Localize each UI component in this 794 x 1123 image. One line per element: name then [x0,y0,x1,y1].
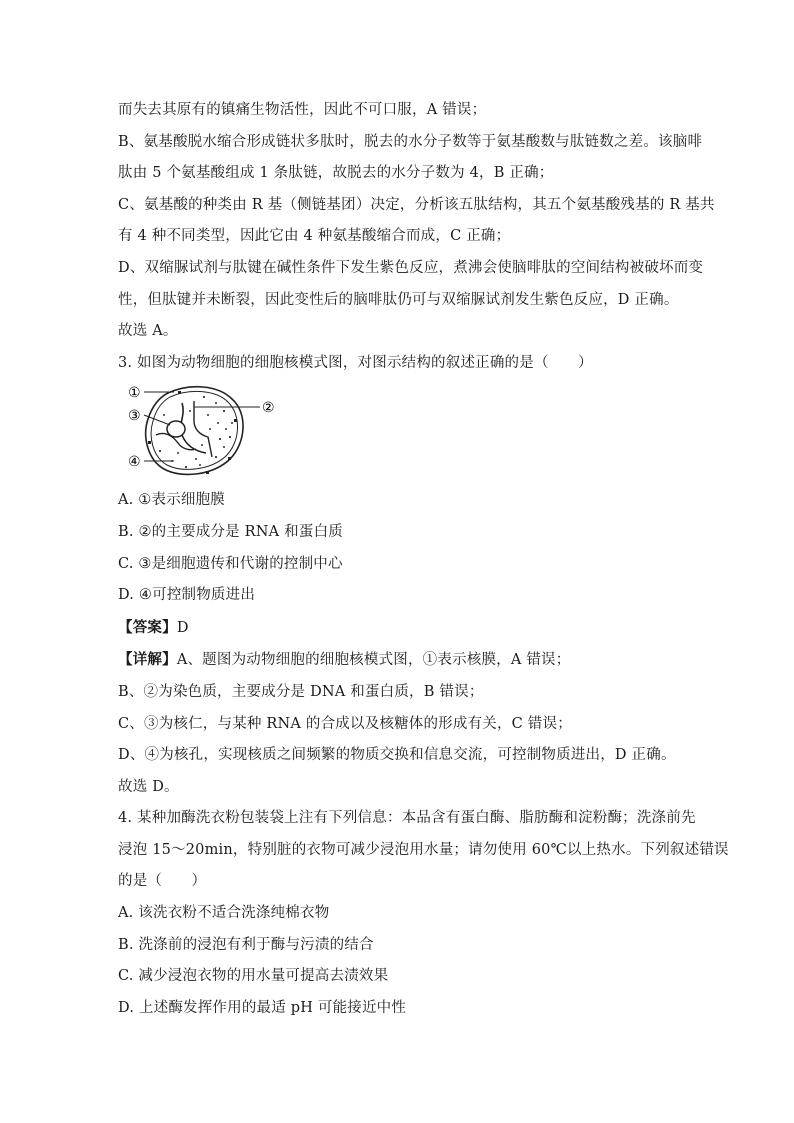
question4-stem-line2: 浸泡 15～20min，特别脏的衣物可减少浸泡用水量；请勿使用 60℃以上热水。下列叙述错误 [118,841,729,858]
explanation-conclusion: 故选 A。 [118,323,178,340]
question4-stem-line1: 4. 某种加酶洗衣粉包装袋上注有下列信息：本品含有蛋白酶、脂肪酶和淀粉酶；洗涤前先 [118,810,696,827]
question3-option-a: A. ①表示细胞膜 [118,492,225,509]
question4-stem-line3: 的是（ ） [118,873,207,890]
question3-detail-a [118,644,688,677]
question3-conclusion: 故选 D。 [118,778,179,795]
nucleolus [167,421,185,437]
question3-option-c: C. ③是细胞遗传和代谢的控制中心 [118,555,343,572]
figure-label-1: ① [128,385,141,402]
figure-label-2: ② [262,400,275,417]
explanation-c-line1: C、氨基酸的种类由 R 基（侧链基团）决定，分析该五肽结构，其五个氨基酸残基的 R 基共 [118,196,715,213]
question3-answer [118,612,688,645]
question3-detail-c: C、③为核仁，与某种 RNA 的合成以及核糖体的形成有关，C 错误； [118,715,572,732]
nucleus-drawing [120,381,280,481]
question4-option-b: B. 洗涤前的浸泡有利于酶与污渍的结合 [118,936,374,953]
figure-label-3: ③ [128,408,141,425]
question3-option-b: B. ②的主要成分是 RNA 和蛋白质 [118,523,343,540]
question4-option-a: A. 该洗衣粉不适合洗涤纯棉衣物 [118,905,330,922]
nucleus-diagram [120,381,280,481]
explanation-b-line2: 肽由 5 个氨基酸组成 1 条肽链，故脱去的水分子数为 4，B 正确； [118,165,554,182]
explanation-d-line2: 性，但肽键并未断裂，因此变性后的脑啡肽仍可与双缩脲试剂发生紫色反应，D 正确。 [118,291,679,308]
detail-tag: 【详解】 [118,651,177,669]
question4-option-c: C. 减少浸泡衣物的用水量可提高去渍效果 [118,968,389,985]
answer-tag: 【答案】 [118,618,177,636]
question4-option-d: D. 上述酶发挥作用的最适 pH 可能接近中性 [118,999,407,1016]
explanation-b-line1: B、氨基酸脱水缩合形成链状多肽时，脱去的水分子数等于氨基酸数与肽链数之差。该脑啡 [118,133,703,150]
question3-detail-d: D、④为核孔，实现核质之间频繁的物质交换和信息交流，可控制物质进出，D 正确。 [118,747,676,764]
answer-value: D [176,619,189,636]
detail-a-text: A、题图为动物细胞的细胞核模式图，①表示核膜，A 错误； [176,652,571,669]
explanation-a-continued: 而失去其原有的镇痛生物活性，因此不可口服，A 错误； [118,102,487,118]
explanation-d-line1: D、双缩脲试剂与肽键在碱性条件下发生紫色反应，煮沸会使脑啡肽的空间结构被破坏而变 [118,259,704,276]
question3-option-d: D. ④可控制物质进出 [118,587,256,604]
figure-label-4: ④ [128,454,141,471]
question3-stem: 3. 如图为动物细胞的细胞核模式图，对图示结构的叙述正确的是（ ） [118,354,593,371]
explanation-c-line2: 有 4 种不同类型，因此它由 4 种氨基酸缩合而成，C 正确； [118,228,511,245]
question3-detail-b: B、②为染色质，主要成分是 DNA 和蛋白质，B 错误； [118,683,484,700]
document-page [118,95,729,1024]
